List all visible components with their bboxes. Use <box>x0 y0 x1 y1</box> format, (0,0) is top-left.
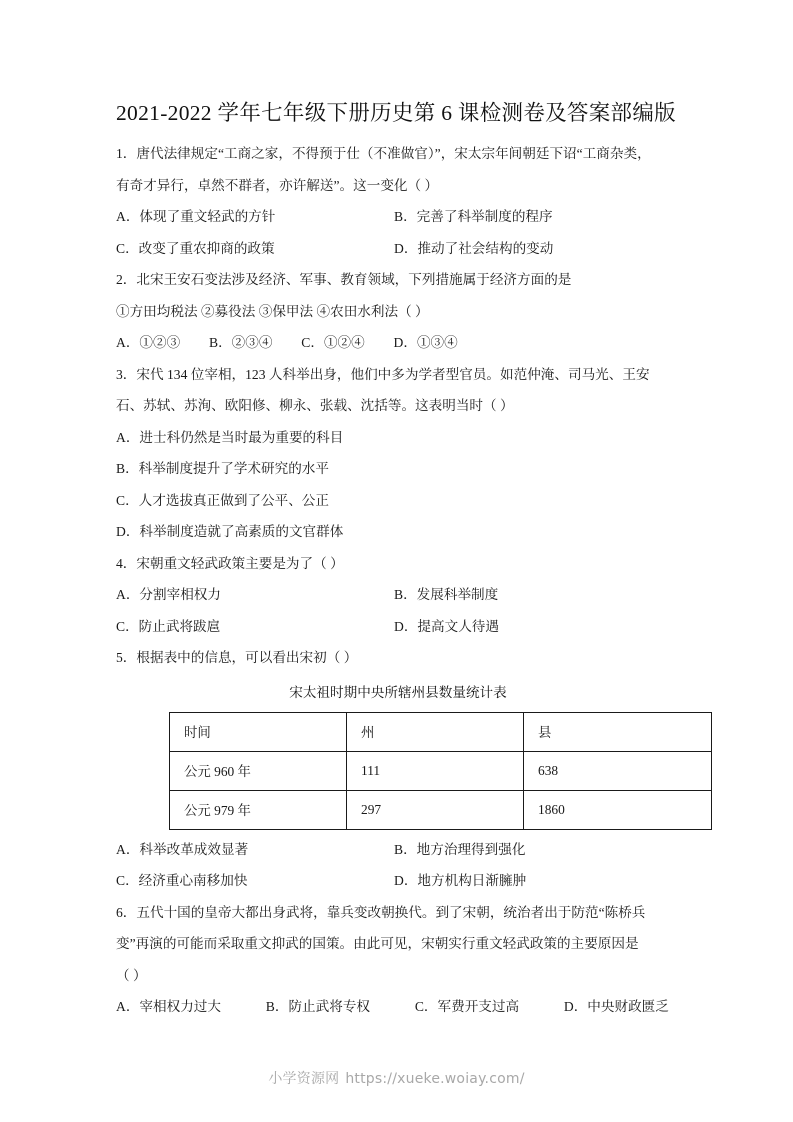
question-6-option-b[interactable]: B．防止武将专权 <box>265 999 371 1014</box>
question-1-options-row-2 <box>116 233 680 265</box>
question-5-option-b[interactable]: B．地方治理得到强化 <box>394 841 526 857</box>
table-cell-counties-960: 638 <box>524 751 712 790</box>
question-1-stem-line-1: 1．唐代法律规定“工商之家，不得预于仕（不准做官）”，宋太宗年间朝廷下诏“工商杂类， <box>116 146 651 161</box>
question-2-stem-line-2: ①方田均税法 ②募役法 ③保甲法 ④农田水利法（ ） <box>116 303 429 319</box>
question-6-options-row <box>116 991 680 1023</box>
question-2 <box>116 264 680 359</box>
question-4 <box>116 548 680 643</box>
question-5-options-row-1 <box>116 834 680 866</box>
watermark-site-name: 小学资源网 <box>268 1071 340 1087</box>
question-5-option-a[interactable]: A．科举改革成效显著 <box>116 841 249 857</box>
question-3-stem-line-2: 石、苏轼、苏洵、欧阳修、柳永、张载、沈括等。这表明当时（ ） <box>116 398 514 413</box>
document-content <box>116 96 680 1023</box>
question-1 <box>116 138 680 264</box>
question-1-option-d[interactable]: D．推动了社会结构的变动 <box>394 240 554 256</box>
question-4-option-a[interactable]: A．分割宰相权力 <box>116 587 221 602</box>
page-title: 2021-2022 学年七年级下册历史第 6 课检测卷及答案部编版 <box>116 101 676 125</box>
question-1-option-c[interactable]: C．改变了重农抑商的政策 <box>116 240 275 256</box>
question-2-option-a[interactable]: A．①②③ <box>116 335 181 350</box>
question-5-options-row-2 <box>116 865 680 897</box>
question-6-option-d[interactable]: D．中央财政匮乏 <box>563 999 669 1014</box>
question-6-option-c[interactable]: C．军费开支过高 <box>414 999 520 1014</box>
table-row <box>170 790 712 829</box>
question-4-options-row-2 <box>116 611 680 643</box>
question-3-option-b[interactable]: B．科举制度提升了学术研究的水平 <box>116 461 329 476</box>
question-2-stem-line-1: 2．北宋王安石变法涉及经济、军事、教育领域，下列措施属于经济方面的是 <box>116 272 572 287</box>
table-caption: 宋太祖时期中央所辖州县数量统计表 <box>289 684 507 700</box>
question-1-options-row-1 <box>116 201 680 233</box>
question-5-option-d[interactable]: D．地方机构日渐臃肿 <box>394 873 527 888</box>
table-header-time: 时间 <box>170 712 347 751</box>
table-cell-prefectures-960: 111 <box>347 751 524 790</box>
question-6-option-a[interactable]: A．宰相权力过大 <box>116 999 221 1014</box>
question-4-option-d[interactable]: D．提高文人待遇 <box>394 618 499 634</box>
question-4-stem-line-1: 4．宋朝重文轻武政策主要是为了（ ） <box>116 555 344 571</box>
question-3-option-a[interactable]: A．进士科仍然是当时最为重要的科目 <box>116 429 344 445</box>
state-county-statistics-table <box>169 712 712 830</box>
question-4-options-row-1 <box>116 579 680 611</box>
question-6 <box>116 897 680 1023</box>
watermark-url: https://xueke.woiay.com/ <box>345 1071 525 1087</box>
question-5 <box>116 642 680 897</box>
question-6-stem-line-1: 6．五代十国的皇帝大都出身武将，靠兵变改朝换代。到了宋朝，统治者出于防范“陈桥兵 <box>116 904 646 920</box>
table-cell-prefectures-979: 297 <box>347 790 524 829</box>
question-3-option-c[interactable]: C．人才选拔真正做到了公平、公正 <box>116 492 329 508</box>
table-cell-year-979: 公元 979 年 <box>170 790 347 829</box>
question-5-option-c[interactable]: C．经济重心南移加快 <box>116 873 248 888</box>
question-2-options-row <box>116 327 680 359</box>
watermark-footer <box>0 1068 793 1088</box>
table-cell-counties-979: 1860 <box>524 790 712 829</box>
table-row <box>170 751 712 790</box>
question-4-option-b[interactable]: B．发展科举制度 <box>394 587 499 602</box>
table-header-county: 县 <box>524 712 712 751</box>
question-1-option-b[interactable]: B．完善了科举制度的程序 <box>394 209 553 224</box>
question-4-option-c[interactable]: C．防止武将跋扈 <box>116 618 221 634</box>
question-6-stem-line-2: 变”再演的可能而采取重文抑武的国策。由此可见，宋朝实行重文轻武政策的主要原因是 <box>116 936 639 951</box>
question-1-stem-line-2: 有奇才异行，卓然不群者，亦许解送”。这一变化（ ） <box>116 177 439 193</box>
question-3-stem-line-1: 3．宋代 134 位宰相，123 人科举出身，他们中多为学者型官员。如范仲淹、司马光、王安 <box>116 366 650 382</box>
question-2-option-b[interactable]: B．②③④ <box>209 335 273 350</box>
question-2-option-c[interactable]: C．①②④ <box>301 335 365 350</box>
question-3 <box>116 359 680 548</box>
question-2-option-d[interactable]: D．①③④ <box>393 335 458 350</box>
question-5-stem-line-1: 5．根据表中的信息，可以看出宋初（ ） <box>116 650 358 665</box>
table-cell-year-960: 公元 960 年 <box>170 751 347 790</box>
question-1-option-a[interactable]: A．体现了重文轻武的方针 <box>116 209 276 224</box>
question-3-option-d[interactable]: D．科举制度造就了高素质的文官群体 <box>116 524 344 539</box>
table-header-prefecture: 州 <box>347 712 524 751</box>
question-6-stem-line-3: （ ） <box>116 967 147 983</box>
table-header-row <box>170 712 712 751</box>
